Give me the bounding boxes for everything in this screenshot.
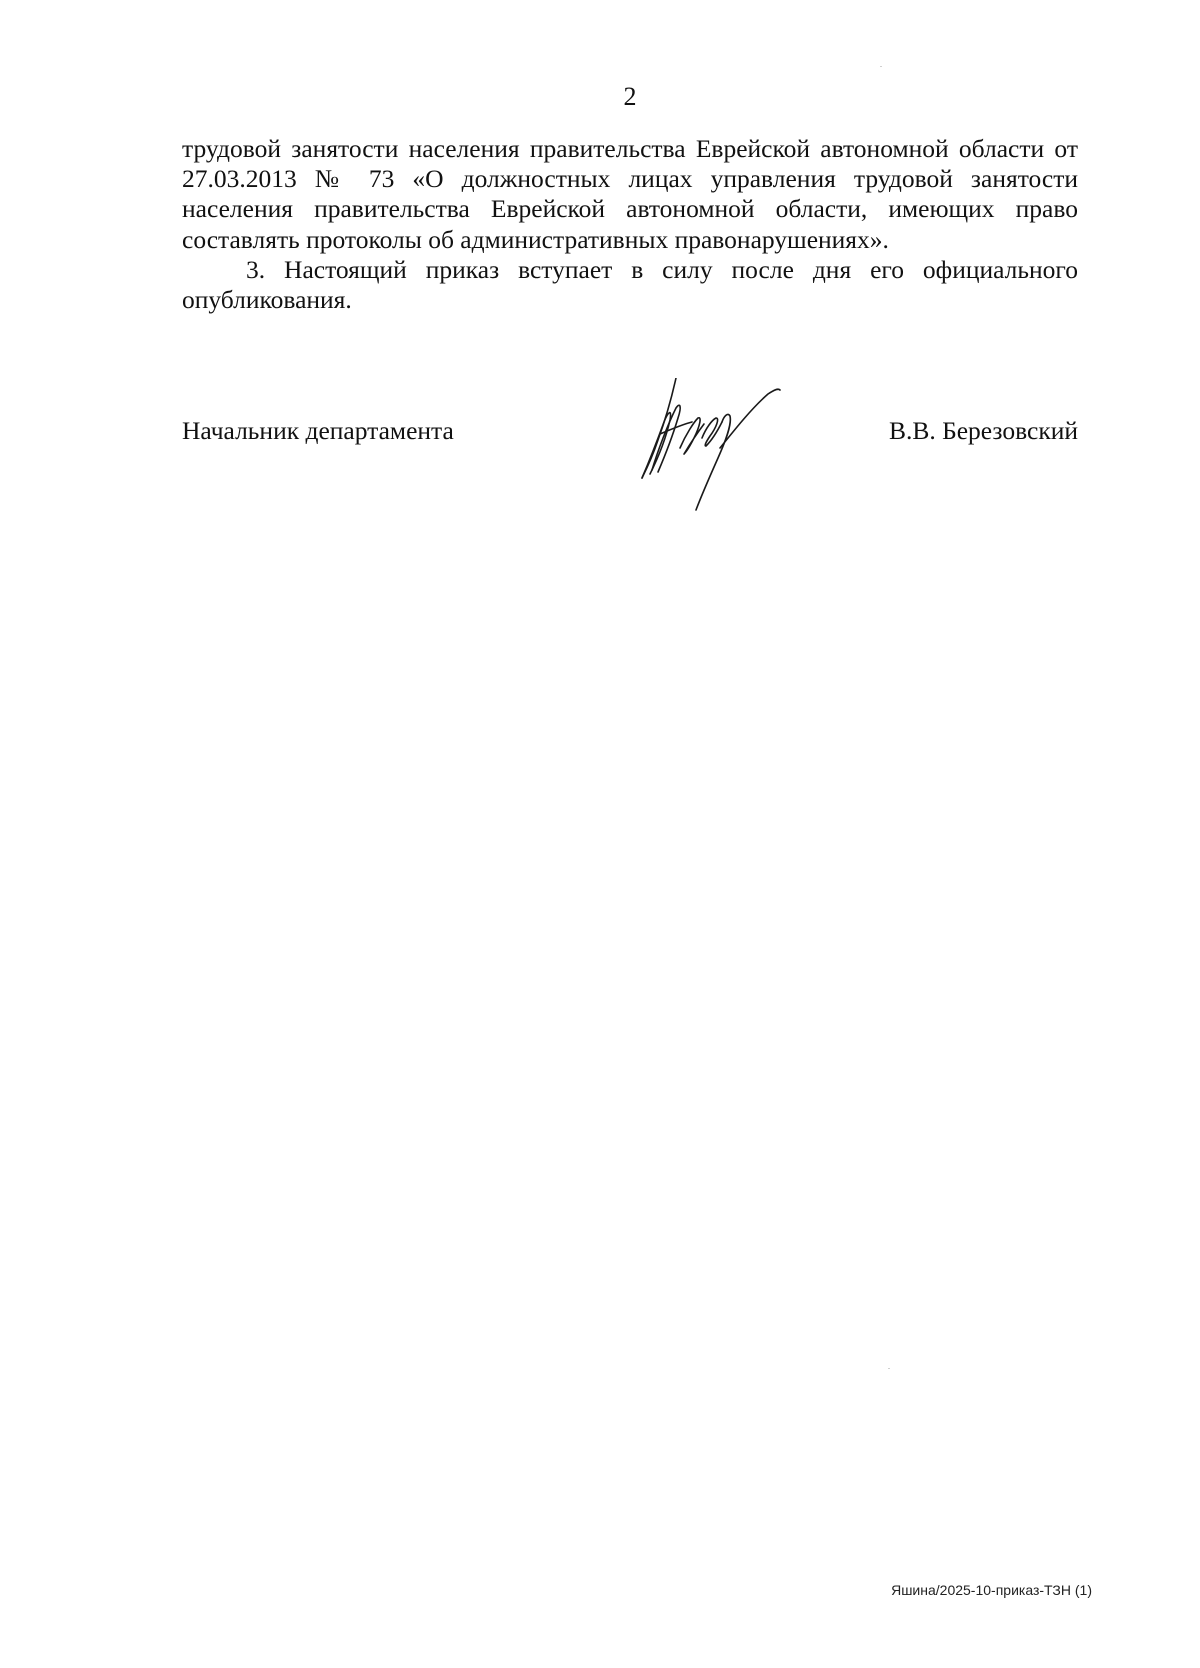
document-body (182, 134, 1078, 315)
signatory-position: Начальник департамента (182, 416, 454, 445)
signature-block (182, 416, 1078, 526)
scan-artifact (888, 1368, 890, 1369)
scan-artifact (880, 66, 882, 67)
paragraph-item-3: 3. Настоящий приказ вступает в силу после дня его официального опубликования. (182, 254, 1078, 315)
page-number: 2 (623, 82, 637, 111)
paragraph-continuation: трудовой занятости населения правительства Еврейской автономной области от 27.03.2013 № 73 «О должностных лицах управления трудовой занятости населения правительства Еврейской автономной области, имеющих право составлять протоколы об административных правонарушениях». (182, 134, 1078, 254)
signatory-name: В.В. Березовский (888, 416, 1078, 445)
footer-document-reference: Яшина/2025-10-приказ-ТЗН (1) (891, 1582, 1092, 1598)
handwritten-signature-icon (640, 378, 790, 513)
